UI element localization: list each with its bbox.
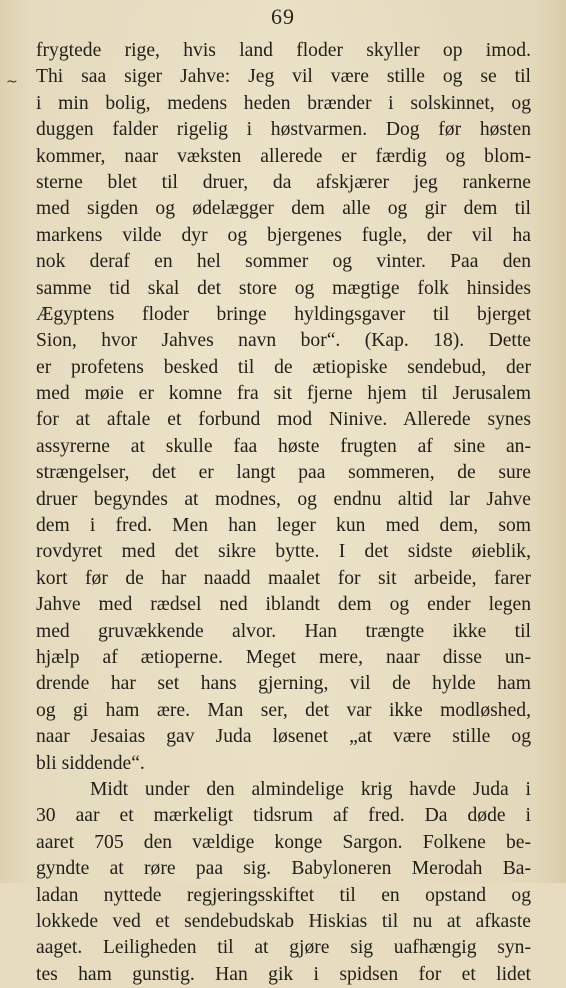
text-line: dem i fred. Men han leger kun med dem, som xyxy=(36,515,531,537)
text-line: rovdyret med det sikre bytte. I det sidste øieblik, xyxy=(36,541,531,563)
text-line: nok deraf en hel sommer og vinter. Paa den xyxy=(36,251,531,273)
text-line: naar Jesaias gav Juda løsenet „at være stille og xyxy=(36,726,531,748)
paragraph-end-line: bli siddende“. xyxy=(36,752,145,774)
text-line: kort før de har naadd maalet for sit arbeide, farer xyxy=(36,567,531,589)
text-line: aaret 705 den vældige konge Sargon. Folkene be- xyxy=(36,831,531,853)
text-line: er profetens besked til de ætiopiske sendebud, der xyxy=(36,356,531,378)
text-line: duggen falder rigelig i høstvarmen. Dog før høsten xyxy=(36,119,531,141)
margin-mark: ~ xyxy=(6,74,18,90)
text-line: Thi saa siger Jahve: Jeg vil være stille og se til xyxy=(36,66,531,88)
text-line: gyndte at røre paa sig. Babyloneren Merodah Ba- xyxy=(36,858,531,880)
text-line: druer begyndes at modnes, og endnu altid lar Jahve xyxy=(36,488,531,510)
page-number: 69 xyxy=(271,4,295,29)
text-line: tes ham gunstig. Han gik i spidsen for et lidet xyxy=(36,963,531,985)
text-line: samme tid skal det store og mægtige folk hinsides xyxy=(36,277,531,299)
text-line: med gruvækkende alvor. Han trængte ikke til xyxy=(36,620,531,642)
text-line: ladan nyttede regjeringsskiftet til en opstand og xyxy=(36,884,531,906)
text-line: markens vilde dyr og bjergenes fugle, der vil ha xyxy=(36,224,531,246)
text-line: aaget. Leiligheden til at gjøre sig uafhængig syn- xyxy=(36,937,531,959)
text-line: assyrerne at skulle faa høste frugten af sine an- xyxy=(36,435,531,457)
text-line: drende har set hans gjerning, vil de hylde ham xyxy=(36,673,531,695)
text-line: i min bolig, medens heden brænder i solskinnet, og xyxy=(36,92,531,114)
text-line: med sigden og ødelægger dem alle og gir dem til xyxy=(36,198,531,220)
text-line: kommer, naar væksten allerede er færdig og blom- xyxy=(36,145,531,167)
text-line: lokkede ved et sendebudskab Hiskias til nu at afkaste xyxy=(36,910,531,932)
text-line: Jahve med rædsel ned iblandt dem og ender legen xyxy=(36,594,531,616)
text-line: frygtede rige, hvis land floder skyller op imod. xyxy=(36,40,531,61)
text-line: 30 aar et mærkeligt tidsrum af fred. Da døde i xyxy=(36,805,531,827)
text-line: Sion, hvor Jahves navn bor“. (Kap. 18). Dette xyxy=(36,330,531,352)
text-line: hjælp af ætioperne. Meget mere, naar disse un- xyxy=(36,646,531,668)
text-line: og gi ham ære. Man ser, det var ikke modløshed, xyxy=(36,699,531,721)
text-line: Ægyptens floder bringe hyldingsgaver til bjerget xyxy=(36,303,531,325)
text-line: med møie er komne fra sit fjerne hjem til Jerusalem xyxy=(36,383,531,405)
text-line: sterne blet til druer, da afskjærer jeg rankerne xyxy=(36,171,531,193)
paragraph-start-line: Midt under den almindelige krig havde Juda i xyxy=(90,778,531,800)
body-text xyxy=(36,38,531,988)
text-line: strængelser, det er langt paa sommeren, de sure xyxy=(36,462,531,484)
text-line: for at aftale et forbund mod Ninive. Allerede synes xyxy=(36,409,531,431)
